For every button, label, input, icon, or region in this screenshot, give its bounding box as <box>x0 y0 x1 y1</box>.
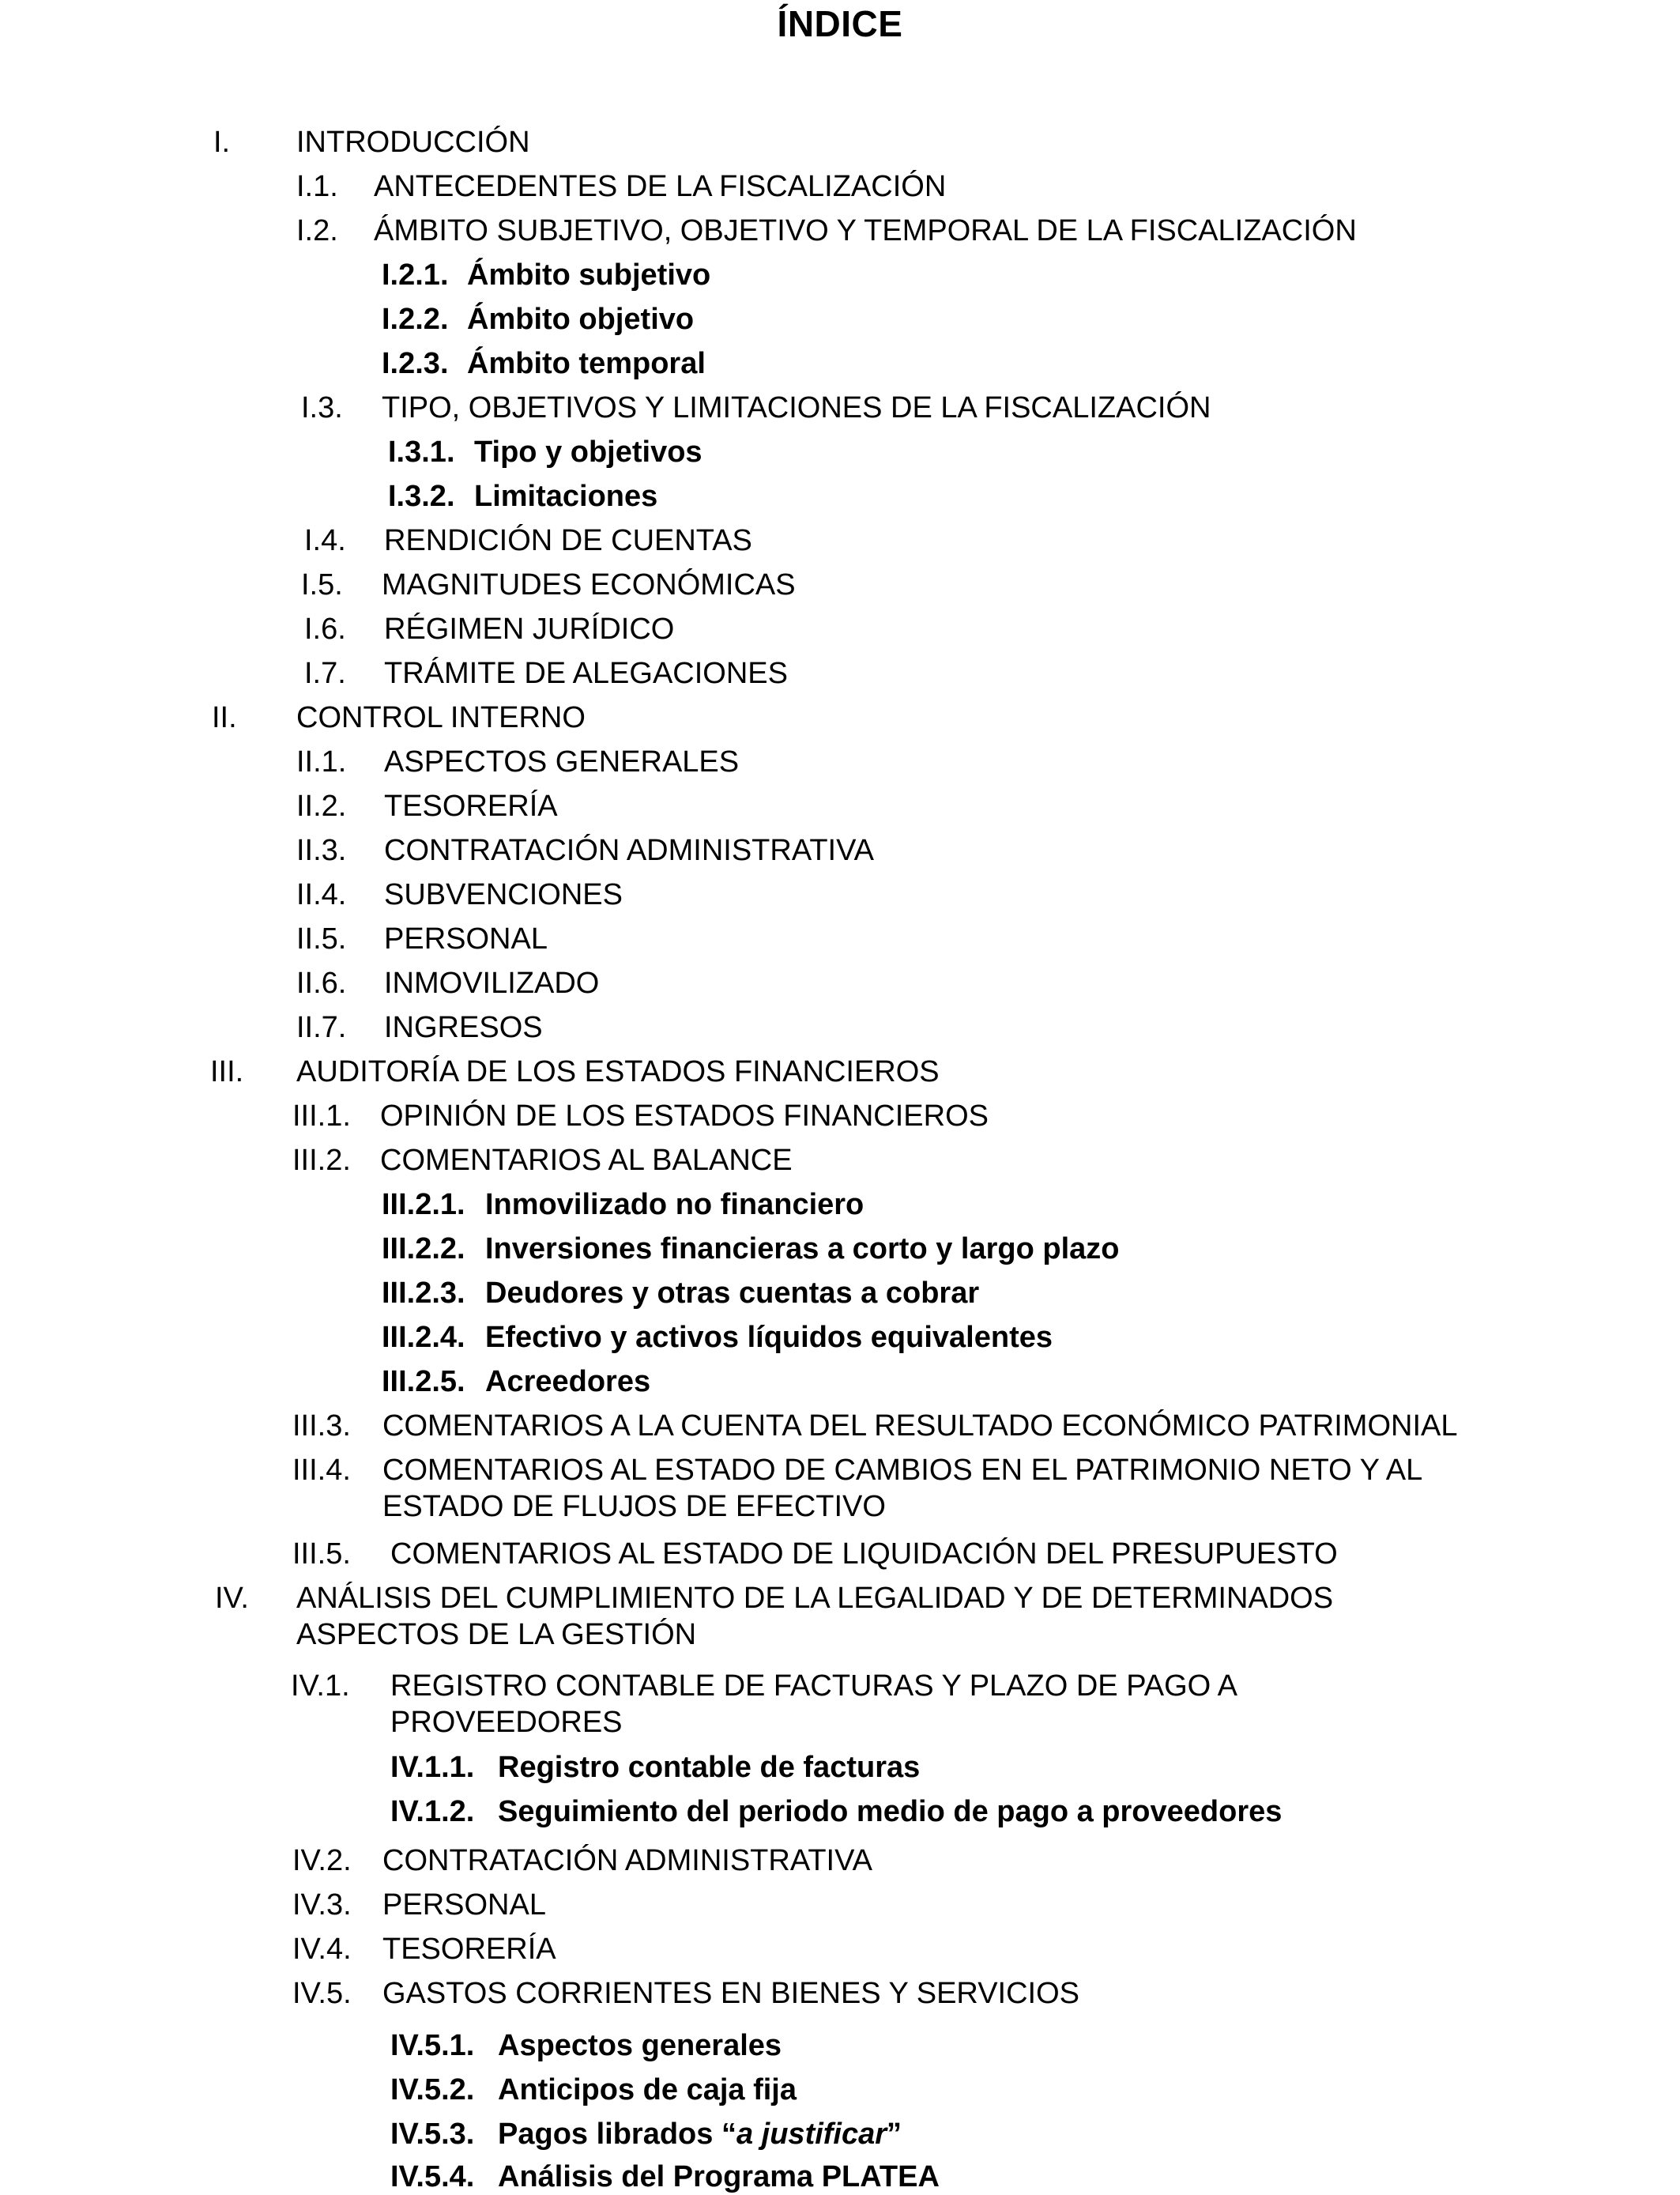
toc-entry-title: COMENTARIOS A LA CUENTA DEL RESULTADO ECONÓMICO PATRIMONIAL <box>382 1409 1458 1443</box>
toc-entry-title: TESORERÍA <box>382 1933 556 1966</box>
toc-entry-title: RENDICIÓN DE CUENTAS <box>384 524 752 557</box>
toc-entry-number: I.4. <box>304 524 346 557</box>
toc-entry-number: IV.5.2. <box>390 2073 475 2106</box>
toc-entry-title: TRÁMITE DE ALEGACIONES <box>384 657 788 690</box>
toc-entry-number: II.1. <box>296 745 347 779</box>
toc-entry-title: COMENTARIOS AL ESTADO DE LIQUIDACIÓN DEL PRESUPUESTO <box>390 1537 1338 1571</box>
toc-entry-title: ANTECEDENTES DE LA FISCALIZACIÓN <box>374 170 947 203</box>
toc-entry-title: AUDITORÍA DE LOS ESTADOS FINANCIEROS <box>296 1055 940 1088</box>
toc-entry-title: Anticipos de caja fija <box>498 2073 797 2106</box>
toc-entry-title-suffix: ” <box>887 2118 902 2151</box>
toc-entry-number: III.2.1. <box>382 1188 465 1221</box>
toc-entry-title: Efectivo y activos líquidos equivalentes <box>485 1321 1053 1354</box>
toc-entry-number: II.7. <box>296 1011 347 1044</box>
toc-entry-number: II.4. <box>296 878 347 911</box>
toc-entry-number: IV.5. <box>292 1977 352 2010</box>
toc-entry-title: COMENTARIOS AL ESTADO DE CAMBIOS EN EL PATRIMONIO NETO Y AL <box>382 1454 1423 1487</box>
toc-entry-title: RÉGIMEN JURÍDICO <box>384 613 675 646</box>
toc-entry-title: TESORERÍA <box>384 790 558 823</box>
toc-entry-title <box>498 2116 902 2152</box>
toc-entry-number: II.3. <box>296 834 347 867</box>
toc-entry-title-continued: PROVEEDORES <box>390 1706 623 1739</box>
toc-entry-title: Inversiones financieras a corto y largo plazo <box>485 1232 1120 1265</box>
toc-entry-number: I.3.1. <box>388 436 455 469</box>
toc-entry-title: Registro contable de facturas <box>498 1751 921 1784</box>
toc-entry-number: IV.3. <box>292 1888 352 1922</box>
toc-entry-title: INGRESOS <box>384 1011 543 1044</box>
toc-entry-title: CONTRATACIÓN ADMINISTRATIVA <box>382 1844 872 1877</box>
toc-entry-title: Inmovilizado no financiero <box>485 1188 864 1221</box>
toc-entry-number: I.2.1. <box>382 258 449 292</box>
toc-entry-title: Deudores y otras cuentas a cobrar <box>485 1277 980 1310</box>
toc-entry-number: III.2.5. <box>382 1365 465 1398</box>
toc-entry-title: COMENTARIOS AL BALANCE <box>380 1144 793 1177</box>
toc-entry-title: Aspectos generales <box>498 2029 782 2062</box>
toc-entry-title: ASPECTOS GENERALES <box>384 745 740 779</box>
toc-entry-number: IV.1.1. <box>390 1751 475 1784</box>
toc-entry-number: III.1. <box>292 1099 351 1133</box>
toc-entry-title: ÁMBITO SUBJETIVO, OBJETIVO Y TEMPORAL DE LA FISCALIZACIÓN <box>374 214 1357 247</box>
toc-entry-number: IV.2. <box>292 1844 352 1877</box>
toc-entry-number: IV.1. <box>291 1669 350 1703</box>
toc-entry-number: IV.5.4. <box>390 2160 475 2193</box>
toc-entry-number: III.2.4. <box>382 1321 465 1354</box>
toc-entry-number: IV.5.3. <box>390 2118 475 2151</box>
toc-entry-title: GASTOS CORRIENTES EN BIENES Y SERVICIOS <box>382 1977 1079 2010</box>
toc-entry-number: II. <box>212 701 237 734</box>
toc-entry-number: III.2. <box>292 1144 351 1177</box>
toc-entry-title-continued: ASPECTOS DE LA GESTIÓN <box>296 1618 697 1651</box>
toc-entry-title: Ámbito objetivo <box>467 303 695 336</box>
toc-entry-title: Limitaciones <box>474 480 658 513</box>
toc-entry-title: PERSONAL <box>382 1888 546 1922</box>
toc-entry-number: III.4. <box>292 1454 351 1487</box>
toc-entry-number: I.3.2. <box>388 480 455 513</box>
toc-entry-title: CONTRATACIÓN ADMINISTRATIVA <box>384 834 874 867</box>
toc-entry-number: III.2.3. <box>382 1277 465 1310</box>
toc-entry-number: I.2.2. <box>382 303 449 336</box>
toc-entry-title: INMOVILIZADO <box>384 967 600 1000</box>
toc-entry-number: I.3. <box>301 391 343 424</box>
toc-entry-number: II.6. <box>296 967 347 1000</box>
page-title: ÍNDICE <box>777 3 903 44</box>
toc-entry-title: Seguimiento del periodo medio de pago a proveedores <box>498 1795 1283 1828</box>
toc-entry-number: I.6. <box>304 613 346 646</box>
toc-entry-title: TIPO, OBJETIVOS Y LIMITACIONES DE LA FISCALIZACIÓN <box>382 391 1211 424</box>
toc-entry-number: I.5. <box>301 568 343 602</box>
toc-entry-title-continued: ESTADO DE FLUJOS DE EFECTIVO <box>382 1490 886 1523</box>
toc-entry-title: OPINIÓN DE LOS ESTADOS FINANCIEROS <box>380 1099 989 1133</box>
toc-entry-number: III.5. <box>292 1537 351 1571</box>
toc-entry-number: I.1. <box>296 170 338 203</box>
toc-entry-number: IV.5.1. <box>390 2029 475 2062</box>
toc-entry-number: III.3. <box>292 1409 351 1443</box>
toc-entry-title-prefix: Pagos librados “ <box>498 2118 736 2151</box>
toc-entry-title: REGISTRO CONTABLE DE FACTURAS Y PLAZO DE PAGO A <box>390 1669 1237 1703</box>
toc-entry-number: IV. <box>215 1582 249 1615</box>
toc-entry-number: I.7. <box>304 657 346 690</box>
toc-entry-number: I.2.3. <box>382 347 449 380</box>
toc-entry-number: III.2.2. <box>382 1232 465 1265</box>
toc-entry-number: III. <box>210 1055 244 1088</box>
toc-entry-number: IV.4. <box>292 1933 352 1966</box>
toc-entry-title: Tipo y objetivos <box>474 436 703 469</box>
toc-entry-title: Ámbito subjetivo <box>467 258 711 292</box>
toc-entry-title: Análisis del Programa PLATEA <box>498 2160 940 2193</box>
toc-entry-title: INTRODUCCIÓN <box>296 126 530 159</box>
toc-entry-title: SUBVENCIONES <box>384 878 623 911</box>
toc-entry-title: CONTROL INTERNO <box>296 701 586 734</box>
toc-entry-title: MAGNITUDES ECONÓMICAS <box>382 568 796 602</box>
toc-entry-title: Ámbito temporal <box>467 347 706 380</box>
toc-entry-number: II.5. <box>296 922 347 956</box>
toc-entry-title: Acreedores <box>485 1365 651 1398</box>
toc-entry-number: I.2. <box>296 214 338 247</box>
toc-entry-number: I. <box>213 126 231 159</box>
toc-entry-title: ANÁLISIS DEL CUMPLIMIENTO DE LA LEGALIDAD Y DE DETERMINADOS <box>296 1582 1334 1615</box>
toc-entry-title: PERSONAL <box>384 922 548 956</box>
toc-entry-title-italic: a justificar <box>736 2118 887 2151</box>
toc-entry-number: IV.1.2. <box>390 1795 475 1828</box>
toc-entry-number: II.2. <box>296 790 347 823</box>
